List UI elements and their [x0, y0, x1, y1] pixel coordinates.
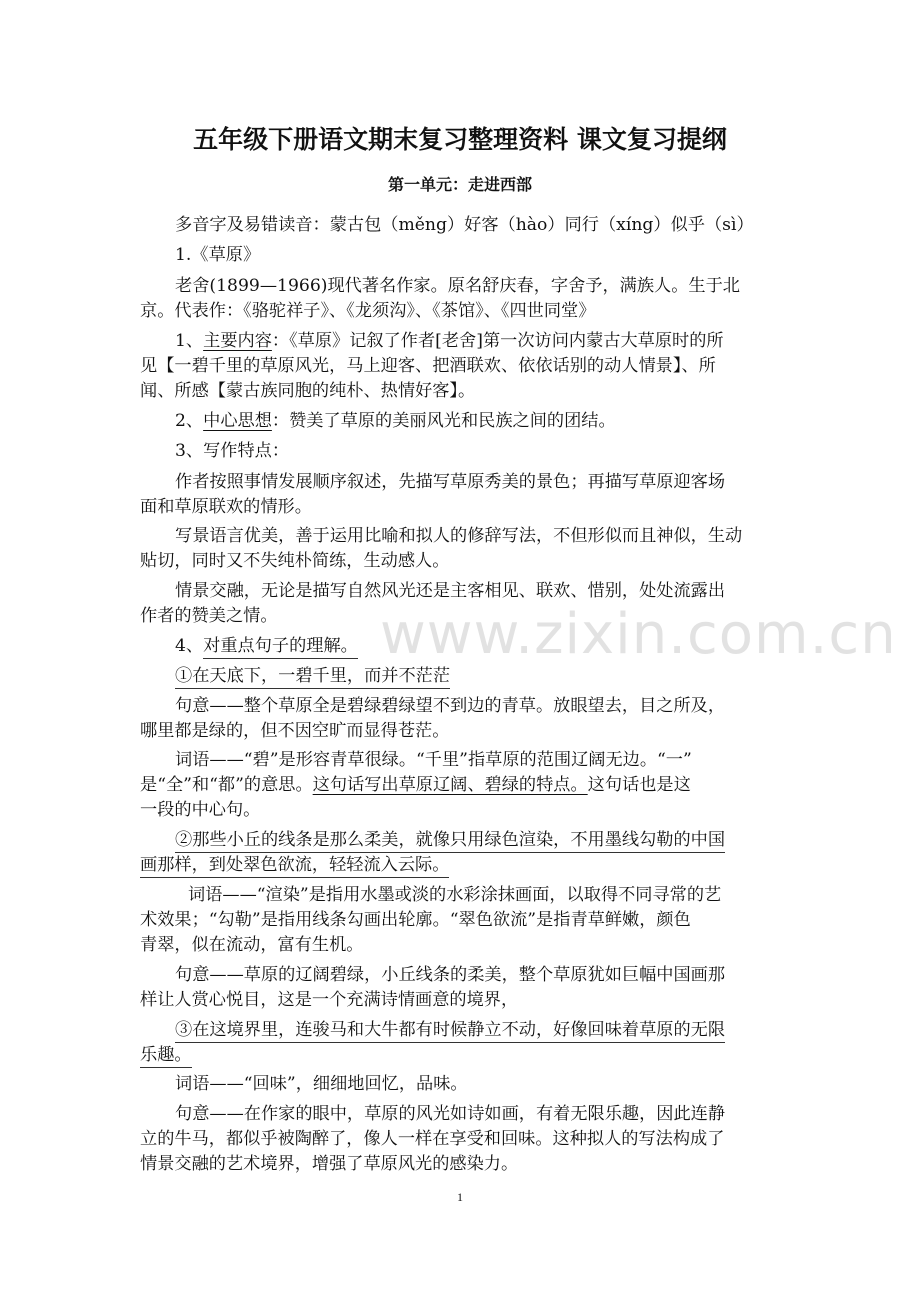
unit-heading: 第一单元：走进西部 — [387, 175, 532, 194]
page-number: 1 — [457, 1190, 463, 1204]
main-content-label: 主要内容 — [203, 331, 272, 351]
sentence-1-words-line-1: 词语——“碧”是形容青草很绿。“千里”指草原的范围辽阔无边。“一” — [175, 750, 692, 770]
sentence-2-line-1 — [140, 827, 815, 854]
sentence-1-meaning-line-2: 哪里都是绿的，但不因空旷而显得苍茫。 — [140, 721, 450, 741]
item-number: 2、 — [175, 411, 204, 431]
sentence-3-text-1: ③在这境界里，连骏马和大牛都有时候静立不动，好像回味着草原的无限 — [175, 1020, 725, 1043]
author-intro-line-1: 老舍(1899—1966)现代著名作家。原名舒庆春，字舍予，满族人。生于北 — [175, 276, 740, 296]
sentence-3-text-2: 乐趣。 — [140, 1045, 192, 1068]
sentence-2-meaning-line-2: 样让人赏心悦目，这是一个充满诗情画意的境界， — [140, 990, 519, 1010]
central-idea-label: 中心思想 — [203, 411, 272, 431]
key-point-underlined: 这句话写出草原辽阔、碧绿的特点。 — [312, 775, 588, 795]
sentence-2-words-line-3: 青翠，似在流动，富有生机。 — [140, 935, 364, 955]
central-idea-text: ：赞美了草原的美丽风光和民族之间的团结。 — [271, 411, 616, 431]
main-content-line-2: 见【一碧千里的草原风光，马上迎客、把酒联欢、依依话别的动人情景】、所 — [140, 356, 716, 376]
sentence-1-words-line-3: 一段的中心句。 — [140, 800, 261, 820]
sentence-3-meaning-line-2: 立的牛马，都似乎被陶醉了，像人一样在享受和回味。这种拟人的写法构成了 — [140, 1129, 725, 1149]
item-number: 4、 — [175, 636, 204, 656]
writing-features-heading: 3、写作特点： — [175, 441, 290, 461]
sentence-3-line-2 — [140, 1042, 780, 1069]
sentence-3-meaning-line-1: 句意——在作家的眼中，草原的风光如诗如画，有着无限乐趣，因此连静 — [175, 1104, 726, 1124]
sentence-2-words-line-1: 词语——“渲染”是指用水墨或淡的水彩涂抹画面，以取得不同寻常的艺 — [188, 885, 722, 905]
sentence-1-text: ①在天底下，一碧千里，而并不茫茫 — [175, 666, 450, 689]
sentence-2-meaning-line-1: 句意——草原的辽阔碧绿，小丘线条的柔美，整个草原犹如巨幅中国画那 — [175, 965, 726, 985]
item-number: 1、 — [175, 331, 204, 351]
lesson-heading: 1.《草原》 — [175, 245, 261, 265]
watermark: www.zixin.com.cn — [380, 602, 897, 667]
sentence-2-text-2: 画那样，到处翠色欲流，轻轻流入云际。 — [140, 855, 449, 878]
sentence-1 — [140, 663, 815, 690]
feature-2-line-2: 贴切，同时又不失纯朴简练，生动感人。 — [140, 551, 450, 571]
main-content-line-1 — [140, 328, 815, 355]
sentence-2-text-1: ②那些小丘的线条是那么柔美，就像只用绿色渲染，不用墨线勾勒的中国 — [175, 830, 725, 853]
main-content-text: ：《草原》记叙了作者[老舍]第一次访问内蒙古大草原时的所 — [271, 331, 724, 351]
sentence-3-words-line: 词语——“回味”，细细地回忆，品味。 — [175, 1074, 468, 1094]
sentence-2-words-line-2: 术效果；“勾勒”是指用线条勾画出轮廓。“翠色欲流”是指青草鲜嫩，颜色 — [140, 910, 691, 930]
sentence-1-meaning-line-1: 句意——整个草原全是碧绿碧绿望不到边的青草。放眼望去，目之所及， — [175, 696, 726, 716]
feature-1-line-1: 作者按照事情发展顺序叙述，先描写草原秀美的景色；再描写草原迎客场 — [175, 472, 726, 492]
author-intro-line-2: 京。代表作：《骆驼祥子》、《龙须沟》、《茶馆》、《四世同堂》 — [140, 301, 596, 321]
central-idea-line — [140, 408, 815, 435]
key-sentences-label: 对重点句子的理解。 — [203, 636, 358, 659]
feature-2-line-1: 写景语言优美，善于运用比喻和拟人的修辞写法，不但形似而且神似，生动 — [175, 526, 743, 546]
main-content-line-3: 闻、所感【蒙古族同胞的纯朴、热情好客】。 — [140, 381, 476, 401]
document-title: 五年级下册语文期末复习整理资料 课文复习提纲 — [193, 125, 727, 154]
sentence-2-line-2 — [140, 852, 780, 879]
feature-1-line-2: 面和草原联欢的情形。 — [140, 497, 312, 517]
words-text-tail: 这句话也是这 — [587, 775, 691, 795]
sentence-1-words-line-2 — [140, 772, 780, 799]
words-text: 是“全”和“都”的意思。 — [140, 775, 313, 795]
pronunciation-line: 多音字及易错读音：蒙古包（měng）好客（hào）同行（xíng）似乎（sì） — [175, 215, 754, 235]
feature-3-line-1: 情景交融，无论是描写自然风光还是主客相见、联欢、惜别，处处流露出 — [175, 581, 726, 601]
feature-3-line-2: 作者的赞美之情。 — [140, 606, 278, 626]
sentence-3-line-1 — [140, 1017, 815, 1044]
key-sentences-heading — [140, 633, 815, 660]
sentence-3-meaning-line-3: 情景交融的艺术境界，增强了草原风光的感染力。 — [140, 1154, 519, 1174]
